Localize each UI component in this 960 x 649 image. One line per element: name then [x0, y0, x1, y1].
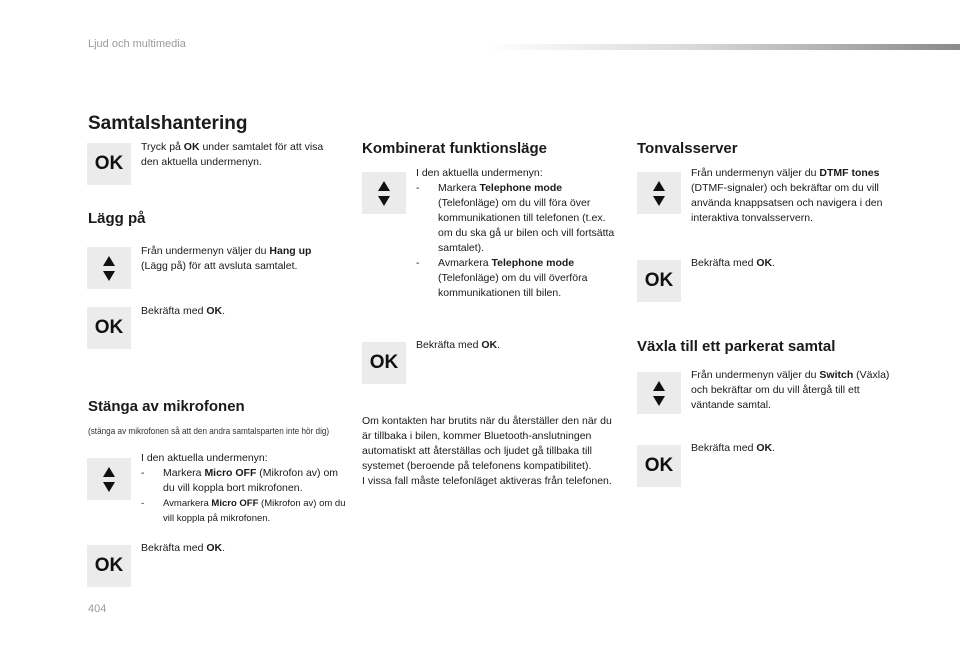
ok-button-icon: OK	[87, 307, 131, 349]
up-down-arrows-icon	[637, 172, 681, 214]
up-down-arrows-icon	[362, 172, 406, 214]
ok-button-icon: OK	[637, 260, 681, 302]
parkerat-confirm: Bekräfta med OK.	[691, 442, 776, 454]
ok-button-icon: OK	[87, 143, 131, 185]
list-item: - Markera Telephone mode (Telefonläge) om du vill föra över kommunikationen till telefonen (t.ex. om du ska gå ur bilen och vill fortsätta samtalet).	[416, 182, 615, 254]
lagg-pa-instruction: Från undermenyn väljer du Hang up (Lägg på) för att avsluta samtalet.	[141, 245, 312, 272]
samtal-instruction: Tryck på OK under samtalet för att visa den aktuella undermenyn.	[141, 141, 324, 168]
up-down-arrows-icon	[637, 372, 681, 414]
list-item: - Avmarkera Micro OFF (Mikrofon av) om du vill koppla på mikrofonen.	[141, 498, 346, 524]
section-title-parkerat: Växla till ett parkerat samtal	[637, 338, 836, 355]
arrow-up-icon	[653, 381, 665, 391]
kombinerat-confirm: Bekräfta med OK.	[416, 339, 501, 351]
mikrofon-instructions	[141, 451, 346, 526]
list-item: - Markera Micro OFF (Mikrofon av) om du vill koppla bort mikrofonen.	[141, 467, 339, 494]
up-down-arrows-icon	[87, 458, 131, 500]
list-item: - Avmarkera Telephone mode (Telefonläge) om du vill överföra kommunikationen till bilen.	[416, 257, 588, 299]
section-title-lagg-pa: Lägg på	[88, 210, 146, 227]
arrow-down-icon	[653, 396, 665, 406]
arrow-down-icon	[378, 196, 390, 206]
section-title-mikrofon: Stänga av mikrofonen	[88, 398, 245, 415]
ok-button-icon: OK	[362, 342, 406, 384]
kombinerat-intro: I den aktuella undermenyn:	[416, 167, 543, 179]
arrow-up-icon	[378, 181, 390, 191]
parkerat-instruction: Från undermenyn väljer du Switch (Växla) och bekräftar om du vill återgå till ett väntande samtal.	[691, 369, 890, 411]
section-title-tonval: Tonvalsserver	[637, 140, 738, 157]
mikrofon-confirm: Bekräfta med OK.	[141, 542, 226, 554]
arrow-down-icon	[103, 482, 115, 492]
arrow-up-icon	[653, 181, 665, 191]
arrow-down-icon	[103, 271, 115, 281]
section-title-kombinerat: Kombinerat funktionsläge	[362, 140, 548, 157]
lagg-pa-confirm: Bekräfta med OK.	[141, 305, 226, 317]
kombinerat-note: Om kontakten har brutits när du återställer den när du är tillbaka i bilen, kommer Bluetooth-anslutningen automatiskt att återställas och ljudet gå tillbaka till systemet (beroende på telefonens kompatibilitet). I vissa fall måste telefonläget aktiveras från telefonen.	[362, 415, 612, 487]
tonval-instruction: Från undermenyn väljer du DTMF tones (DTMF-signaler) och bekräftar om du vill använda knappsatsen och navigera i den interaktiva tonvalsservern.	[691, 167, 883, 224]
section-title-samtalshantering: Samtalshantering	[88, 113, 248, 134]
header-gradient-bar	[485, 44, 960, 50]
up-down-arrows-icon	[87, 247, 131, 289]
arrow-down-icon	[653, 196, 665, 206]
kombinerat-instructions	[416, 166, 616, 301]
arrow-up-icon	[103, 256, 115, 266]
ok-button-icon: OK	[637, 445, 681, 487]
ok-button-icon: OK	[87, 545, 131, 587]
arrow-up-icon	[103, 467, 115, 477]
mikrofon-intro: I den aktuella undermenyn:	[141, 452, 268, 464]
page-number: 404	[88, 603, 107, 615]
tonval-confirm: Bekräfta med OK.	[691, 257, 776, 269]
mikrofon-subtitle: (stänga av mikrofonen så att den andra samtalsparten inte hör dig)	[88, 426, 330, 437]
header-title: Ljud och multimedia	[88, 38, 186, 50]
